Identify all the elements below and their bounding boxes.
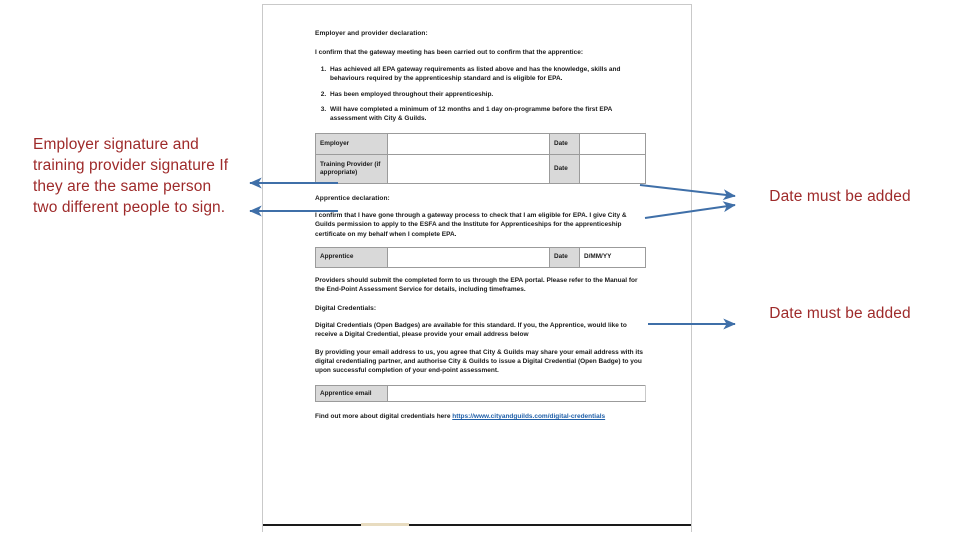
table-row (316, 247, 646, 267)
apprentice-email-field[interactable] (388, 386, 646, 402)
digital-credentials-link[interactable]: https://www.cityandguilds.com/digital-credentials (452, 413, 606, 421)
employer-provider-requirements-list (328, 65, 645, 123)
callout-date-must-be-added-2: Date must be added (769, 305, 911, 322)
employer-date-field[interactable] (580, 134, 646, 155)
apprentice-signature-table (315, 247, 646, 268)
table-row (316, 134, 646, 155)
table-row (316, 386, 646, 402)
training-provider-date-label: Date (550, 155, 580, 184)
apprentice-email-label: Apprentice email (316, 386, 388, 402)
list-item: 2. Has been employed throughout their apprenticeship. (328, 90, 645, 99)
document-footer-rule (263, 524, 692, 526)
apprentice-signature-field[interactable] (388, 247, 550, 267)
apprentice-date-label: Date (550, 247, 580, 267)
document-footer-accent (361, 523, 409, 526)
callout-employer-training-provider-signature: Employer signature and training provider signature If they are the same person two different people to sign. (33, 136, 229, 216)
training-provider-date-field[interactable] (580, 155, 646, 184)
employer-signature-field[interactable] (388, 134, 550, 155)
callout-date-must-be-added-1: Date must be added (769, 188, 911, 205)
employer-date-label: Date (550, 134, 580, 155)
apprentice-declaration-heading: Apprentice declaration: (315, 195, 390, 203)
document-page (262, 4, 692, 532)
footer-text: Find out more about digital credentials here (315, 413, 453, 421)
employer-provider-intro: I confirm that the gateway meeting has been carried out to confirm that the apprentice: (315, 49, 583, 56)
apprentice-email-table (315, 385, 646, 402)
training-provider-signature-field[interactable] (388, 155, 550, 184)
list-item: 3. Will have completed a minimum of 12 months and 1 day on-programme before the first EPA assessment with City & Guilds. (328, 105, 645, 123)
apprentice-date-field[interactable]: D/MM/YY (580, 247, 646, 267)
digital-credentials-heading: Digital Credentials: (315, 305, 377, 313)
providers-submission-note: Providers should submit the completed form to us through the EPA portal. Please refer to the Manual for the End-Point Assessment Service for details, including timeframes. (315, 276, 638, 294)
employer-signature-label: Employer (316, 134, 388, 155)
employer-provider-declaration-heading: Employer and provider declaration: (315, 30, 428, 37)
list-item: 1. Has achieved all EPA gateway requirements as listed above and has the knowledge, skills and behaviours required by the apprenticeship standard and is eligible for EPA. (328, 65, 645, 83)
employer-provider-signature-table (315, 133, 646, 184)
document-content (315, 29, 645, 421)
digital-credentials-footer-line (315, 412, 645, 421)
table-row (316, 155, 646, 184)
digital-credentials-paragraph-2: By providing your email address to us, you agree that City & Guilds may share your email address with its digital credentialing partner, and authorise City & Guilds to issue a Digital Credential (Open Badge) to you upon successful completion of your end-point assessment. (315, 348, 643, 375)
digital-credentials-paragraph-1: Digital Credentials (Open Badges) are available for this standard. If you, the Apprentice, would like to receive a Digital Credential, please provide your email address below (315, 322, 627, 339)
apprentice-declaration-body: I confirm that I have gone through a gateway process to check that I am eligible for EPA. I give City & Guilds permission to apply to the ESFA and the Institute for Apprenticeships for the apprenticeship certificate on my behalf when I complete EPA. (315, 212, 627, 238)
apprentice-signature-label: Apprentice (316, 247, 388, 267)
training-provider-signature-label: Training Provider (if appropriate) (316, 155, 388, 184)
